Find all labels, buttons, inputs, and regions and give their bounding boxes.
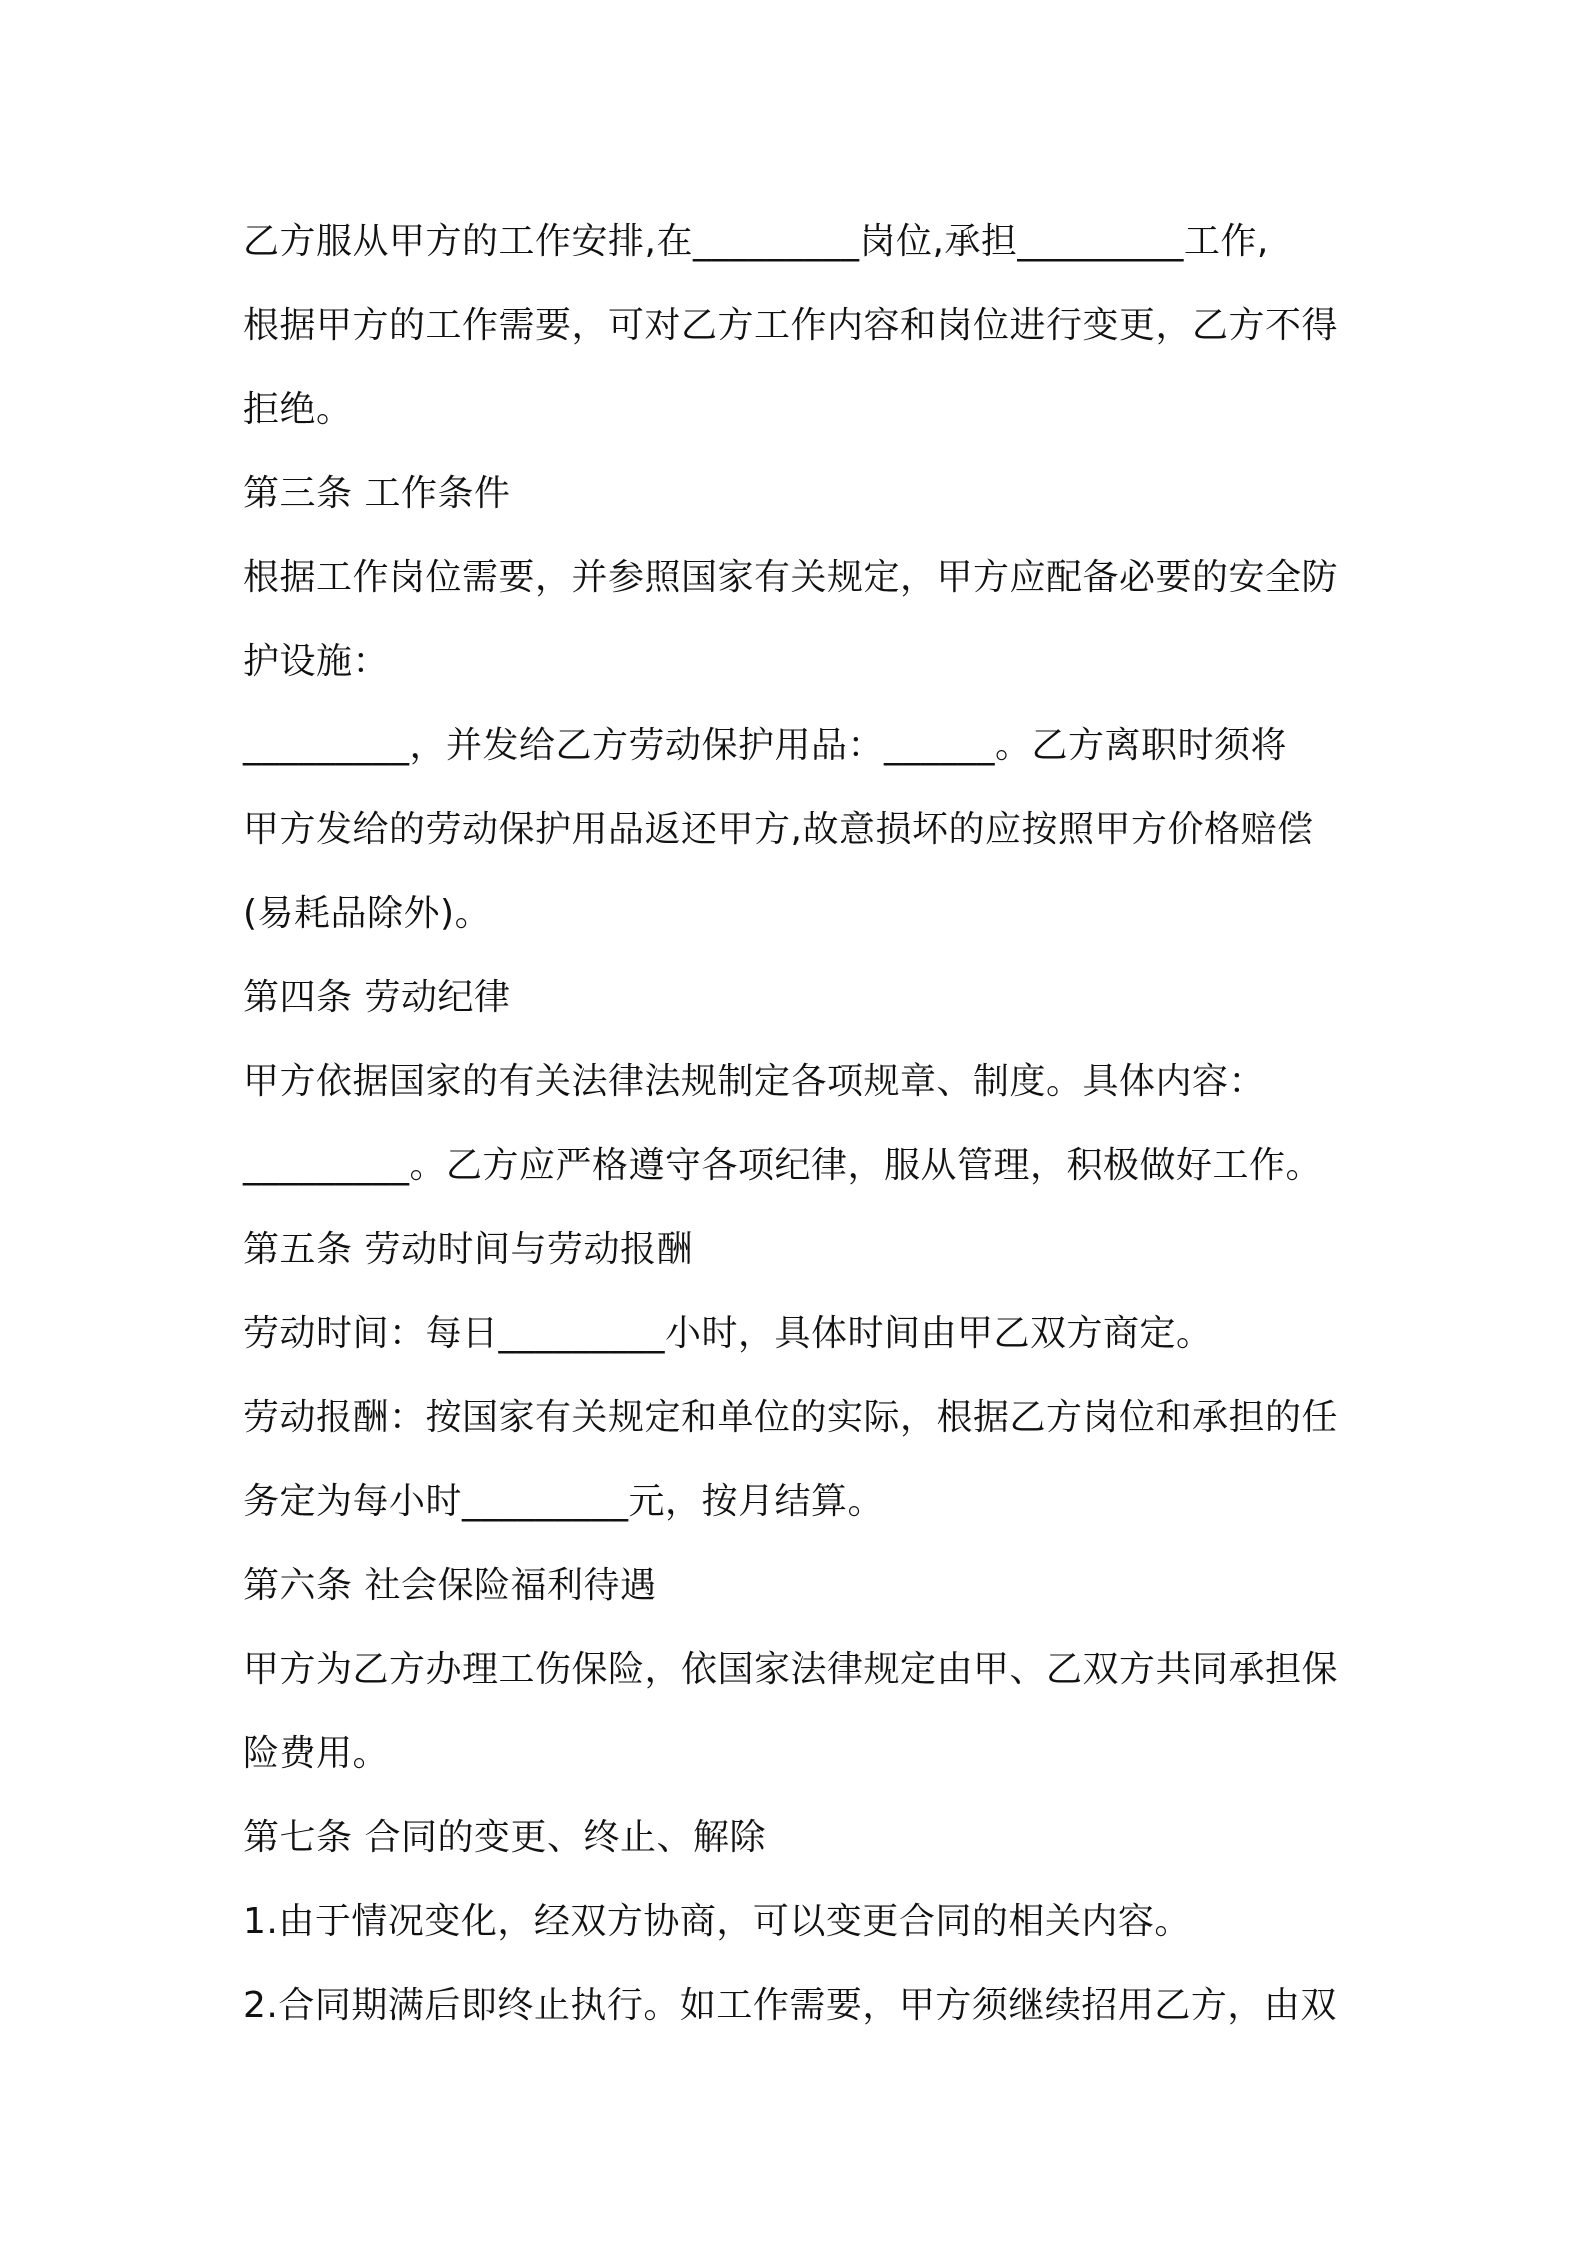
paragraph-line: _________。乙方应严格遵守各项纪律，服从管理，积极做好工作。 xyxy=(243,1145,1323,1186)
paragraph-line: 劳动时间：每日_________小时，具体时间由甲乙双方商定。 xyxy=(243,1313,1213,1354)
document-body xyxy=(243,200,1353,2048)
paragraph-line: 劳动报酬：按国家有关规定和单位的实际，根据乙方岗位和承担的任 xyxy=(243,1397,1339,1438)
paragraph-line: 乙方服从甲方的工作安排,在_________岗位,承担_________工作, xyxy=(243,221,1269,262)
paragraph-line: 2.合同期满后即终止执行。如工作需要，甲方须继续招用乙方，由双 xyxy=(243,1985,1337,2026)
article-heading-4: 第四条 劳动纪律 xyxy=(243,977,511,1018)
article-heading-3: 第三条 工作条件 xyxy=(243,473,511,514)
article-heading-5: 第五条 劳动时间与劳动报酬 xyxy=(243,1229,693,1270)
paragraph-line: 根据甲方的工作需要，可对乙方工作内容和岗位进行变更，乙方不得 xyxy=(243,305,1339,346)
paragraph-line: 护设施： xyxy=(243,641,390,682)
article-heading-7: 第七条 合同的变更、终止、解除 xyxy=(243,1817,766,1858)
paragraph-line: _________，并发给乙方劳动保护用品：______。乙方离职时须将 xyxy=(243,725,1288,766)
article-heading-6: 第六条 社会保险福利待遇 xyxy=(243,1565,657,1606)
paragraph-line: 甲方依据国家的有关法律法规制定各项规章、制度。具体内容： xyxy=(243,1061,1266,1102)
paragraph-line: 甲方发给的劳动保护用品返还甲方,故意损坏的应按照甲方价格赔偿 xyxy=(243,809,1314,850)
paragraph-line: 1.由于情况变化，经双方协商，可以变更合同的相关内容。 xyxy=(243,1901,1191,1942)
paragraph-line: (易耗品除外)。 xyxy=(243,893,492,934)
paragraph-line: 根据工作岗位需要，并参照国家有关规定，甲方应配备必要的安全防 xyxy=(243,557,1339,598)
paragraph-line: 务定为每小时_________元，按月结算。 xyxy=(243,1481,885,1522)
paragraph-line: 险费用。 xyxy=(243,1733,390,1774)
paragraph-line: 拒绝。 xyxy=(243,389,353,430)
paragraph-line: 甲方为乙方办理工伤保险，依国家法律规定由甲、乙双方共同承担保 xyxy=(243,1649,1339,1690)
